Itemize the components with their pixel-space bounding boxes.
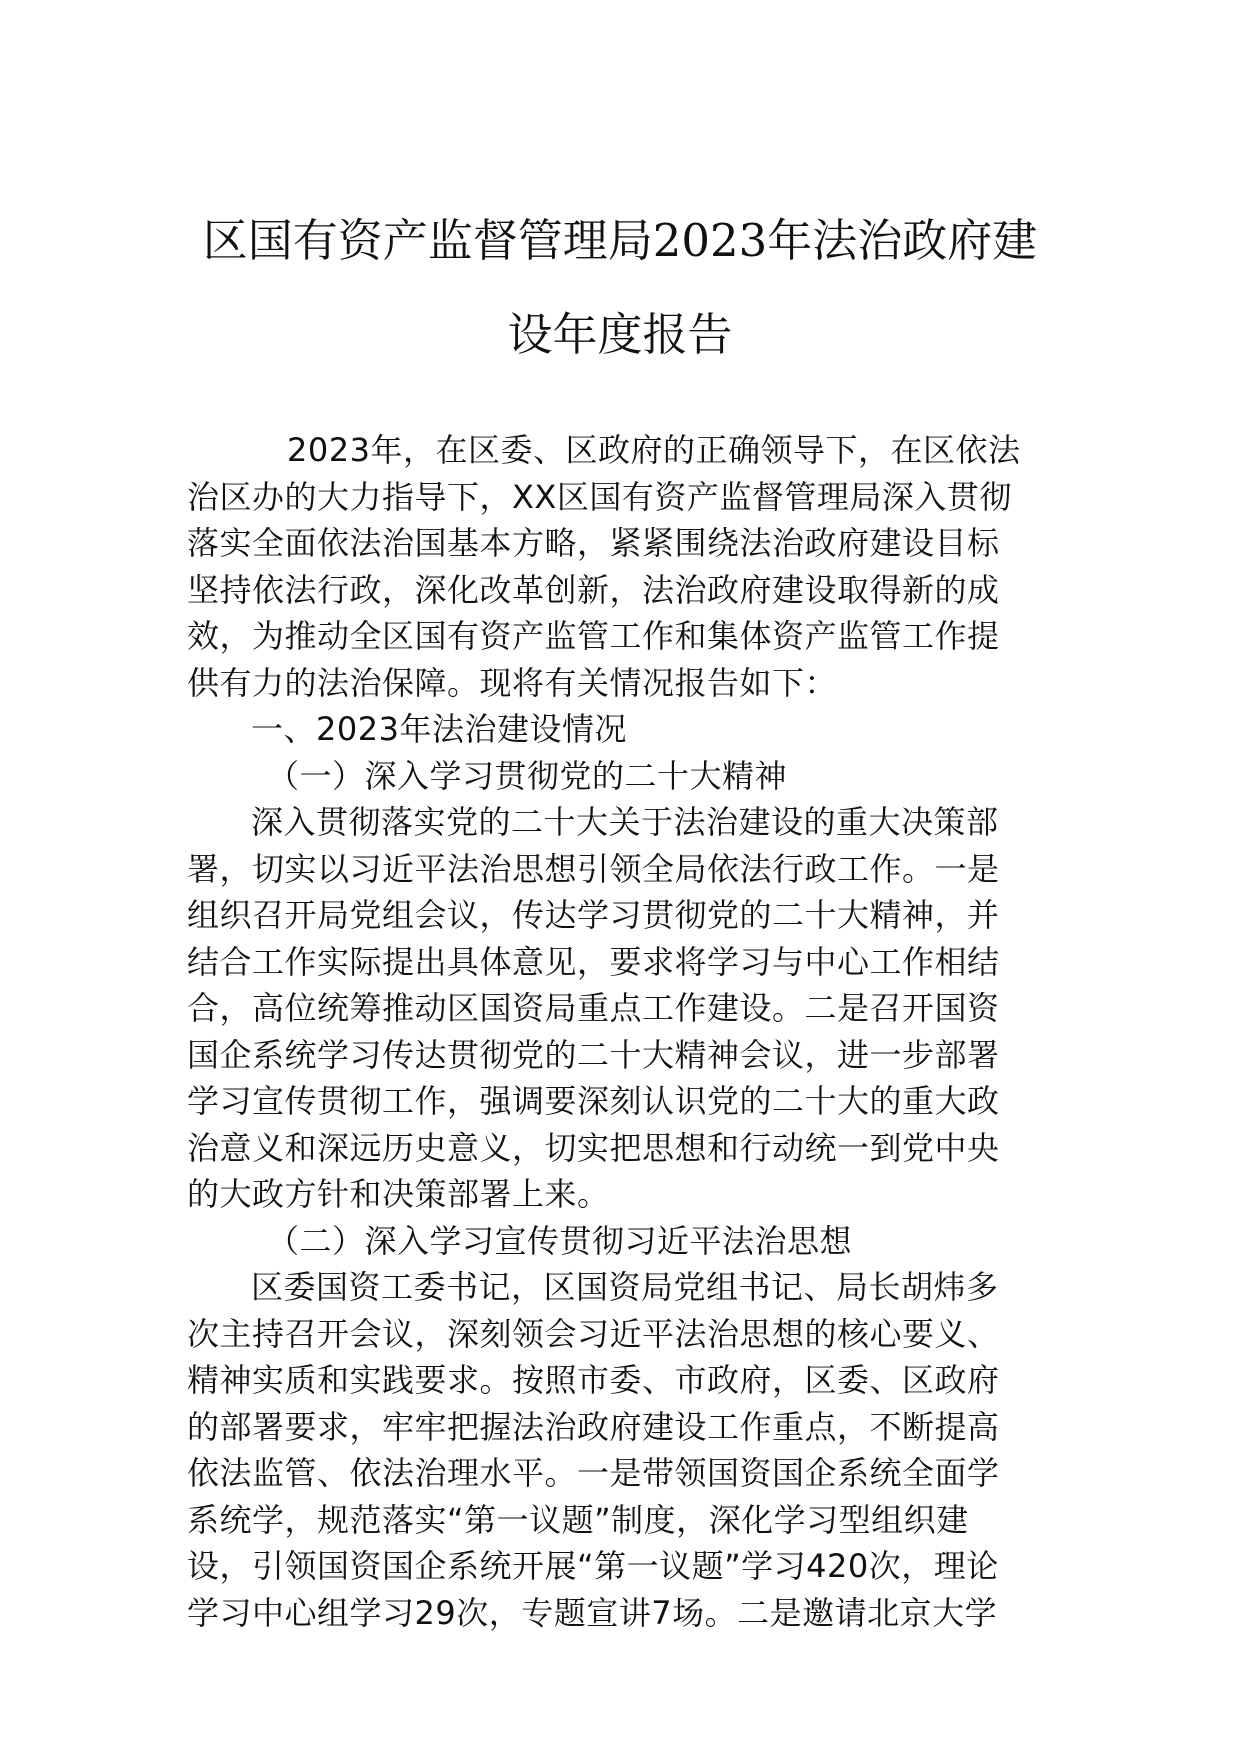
- paragraph-line: 的部署要求，牢牢把握法治政府建设工作重点，不断提高: [187, 1407, 1000, 1446]
- document-title-line-2: 设年度报告: [507, 308, 733, 361]
- paragraph-line: 次主持召开会议，深刻领会习近平法治思想的核心要义、: [187, 1314, 1000, 1353]
- paragraph-line: 2023年，在区委、区政府的正确领导下，在区依法: [287, 431, 1021, 469]
- paragraph-line: 供有力的法治保障。现将有关情况报告如下：: [187, 663, 838, 702]
- paragraph-line: 学习中心组学习29次，专题宣讲7场。二是邀请北京大学: [187, 1593, 998, 1632]
- paragraph-line: 署，切实以习近平法治思想引领全局依法行政工作。一是: [187, 849, 1000, 888]
- paragraph-line: 治区办的大力指导下，XX区国有资产监督管理局深入贯彻: [187, 477, 1012, 516]
- document-title-line-1: 区国有资产监督管理局2023年法治政府建: [202, 214, 1038, 267]
- paragraph-line: （二）深入学习宣传贯彻习近平法治思想: [267, 1221, 853, 1260]
- document-body: [187, 427, 1053, 1636]
- paragraph-line: 效，为推动全区国有资产监管工作和集体资产监管工作提: [187, 617, 1000, 655]
- paragraph-line: 精神实质和实践要求。按照市委、市政府，区委、区政府: [187, 1361, 1000, 1399]
- paragraph-line: 的大政方针和决策部署上来。: [187, 1175, 610, 1213]
- paragraph-line: 合，高位统筹推动区国资局重点工作建设。二是召开国资: [187, 989, 1000, 1027]
- paragraph-line: 区委国资工委书记，区国资局党组书记、局长胡炜多: [251, 1268, 999, 1306]
- paragraph-line: 国企系统学习传达贯彻党的二十大精神会议，进一步部署: [187, 1035, 1000, 1074]
- paragraph-line: 组织召开局党组会议，传达学习贯彻党的二十大精神，并: [187, 896, 1000, 934]
- paragraph-line: 落实全面依法治国基本方略，紧紧围绕法治政府建设目标: [187, 524, 1000, 562]
- paragraph-line: （一）深入学习贯彻党的二十大精神: [267, 756, 788, 795]
- paragraph-line: 结合工作实际提出具体意见，要求将学习与中心工作相结: [187, 942, 1000, 981]
- paragraph-line: 系统学，规范落实“第一议题”制度，深化学习型组织建: [187, 1500, 969, 1539]
- paragraph-line: 一、2023年法治建设情况: [251, 710, 627, 748]
- paragraph-line: 学习宣传贯彻工作，强调要深刻认识党的二十大的重大政: [187, 1082, 1000, 1120]
- paragraph-line: 深入贯彻落实党的二十大关于法治建设的重大决策部: [251, 803, 999, 841]
- paragraph-line: 设，引领国资国企系统开展“第一议题”学习420次，理论: [187, 1547, 999, 1585]
- paragraph-line: 治意义和深远历史意义，切实把思想和行动统一到党中央: [187, 1128, 1000, 1167]
- paragraph-line: 依法监管、依法治理水平。一是带领国资国企系统全面学: [187, 1454, 1000, 1492]
- paragraph-line: 坚持依法行政，深化改革创新，法治政府建设取得新的成: [187, 570, 1000, 609]
